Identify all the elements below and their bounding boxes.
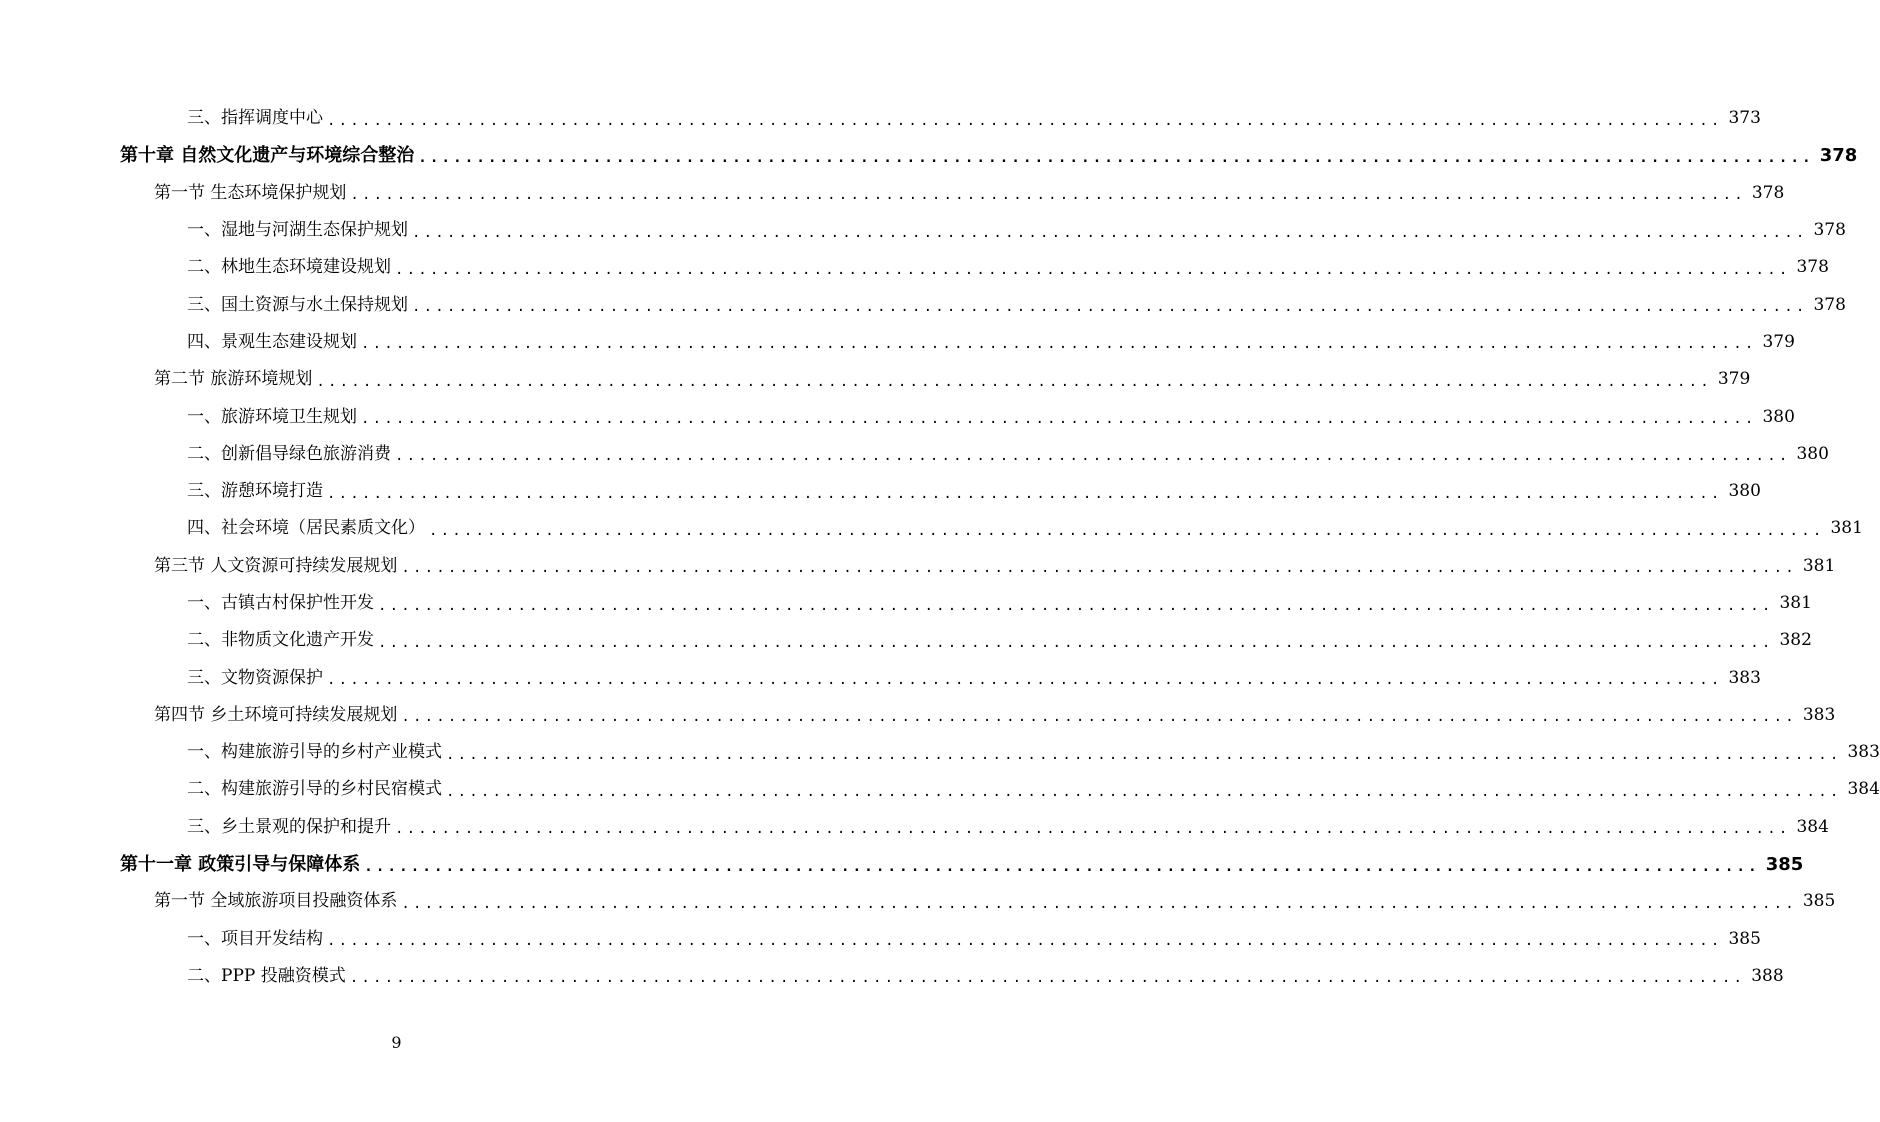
toc-entry-content: [187, 779, 1880, 800]
toc-dot-leader: ........................................................................................................................: [350, 187, 1746, 204]
toc-dot-leader: ........................................................................................................................: [395, 821, 1791, 838]
toc-entry[interactable]: [0, 846, 1804, 883]
toc-entry-content: [187, 220, 1846, 241]
toc-entry-page: 383: [1847, 742, 1880, 763]
toc-entry-content: [154, 704, 1836, 726]
toc-entry[interactable]: [0, 175, 1785, 212]
toc-entry[interactable]: [0, 958, 1784, 995]
toc-entry-content: [187, 331, 1795, 353]
toc-entry-content: [154, 891, 1836, 912]
toc-entry[interactable]: [0, 286, 1846, 323]
toc-entry[interactable]: [0, 659, 1761, 696]
toc-entry[interactable]: [0, 622, 1812, 659]
toc-entry-title: 第三节 人文资源可持续发展规划: [154, 555, 398, 576]
toc-entry-page: 380: [1728, 481, 1761, 502]
toc-entry-title: 一、旅游环境卫生规划: [187, 406, 357, 427]
toc-dot-leader: ........................................................................................................................: [316, 373, 1712, 390]
toc-dot-leader: ........................................................................................................................: [401, 560, 1797, 577]
toc-entry-page: 380: [1796, 443, 1829, 464]
toc-entry[interactable]: [0, 473, 1761, 510]
toc-entry-page: 381: [1779, 593, 1812, 613]
toc-entry-title: 第一节 生态环境保护规划: [154, 182, 347, 203]
toc-entry-title: 二、林地生态环境建设规划: [187, 257, 391, 278]
toc-entry[interactable]: [0, 398, 1795, 435]
toc-entry-page: 379: [1717, 369, 1751, 390]
toc-dot-leader: ........................................................................................................................: [401, 709, 1797, 726]
toc-entry-page: 384: [1847, 779, 1880, 800]
toc-dot-leader: ........................................................................................................................: [412, 299, 1808, 316]
toc-dot-leader: ........................................................................................................................: [327, 485, 1723, 502]
toc-entry-content: [187, 294, 1846, 316]
toc-entry-page: 388: [1751, 965, 1784, 986]
toc-entry-title: 二、创新倡导绿色旅游消费: [187, 443, 391, 464]
toc-entry-content: [187, 593, 1812, 614]
toc-entry-page: 380: [1762, 406, 1795, 427]
toc-entry-title: 三、乡土景观的保护和提升: [187, 816, 391, 837]
toc-dot-leader: ........................................................................................................................: [327, 933, 1723, 950]
table-of-contents: [0, 100, 1880, 995]
toc-entry-content: [187, 630, 1812, 651]
toc-dot-leader: ........................................................................................................................: [418, 149, 1814, 166]
toc-entry[interactable]: [0, 771, 1880, 808]
toc-dot-leader: ........................................................................................................................: [361, 336, 1757, 353]
toc-entry-page: 378: [1813, 294, 1846, 315]
toc-entry-title: 四、景观生态建设规划: [187, 331, 357, 352]
toc-dot-leader: ........................................................................................................................: [361, 411, 1757, 428]
toc-entry-title: 一、构建旅游引导的乡村产业模式: [187, 742, 442, 763]
toc-entry-content: [187, 928, 1761, 950]
toc-entry-page: 379: [1762, 331, 1795, 352]
toc-entry-page: 385: [1802, 891, 1836, 912]
toc-entry-page: 382: [1779, 630, 1812, 651]
toc-entry[interactable]: [0, 361, 1751, 398]
toc-entry-content: [187, 257, 1829, 278]
toc-entry-title: 二、非物质文化遗产开发: [187, 630, 374, 651]
toc-dot-leader: ........................................................................................................................: [401, 895, 1797, 912]
toc-entry[interactable]: [0, 212, 1846, 249]
toc-entry-content: [154, 182, 1785, 204]
toc-entry-title: 三、文物资源保护: [187, 667, 323, 688]
toc-entry[interactable]: [0, 548, 1836, 585]
toc-entry-title: 一、古镇古村保护性开发: [187, 593, 374, 613]
toc-dot-leader: ........................................................................................................................: [395, 448, 1791, 465]
toc-entry[interactable]: [0, 883, 1836, 920]
toc-entry-content: [187, 667, 1761, 689]
toc-entry-title: 三、国土资源与水土保持规划: [187, 294, 408, 315]
toc-dot-leader: ........................................................................................................................: [412, 224, 1808, 241]
toc-entry-title: 二、构建旅游引导的乡村民宿模式: [187, 779, 442, 800]
toc-entry-content: [187, 816, 1829, 838]
toc-entry-title: 第一节 全域旅游项目投融资体系: [154, 891, 398, 912]
toc-entry-page: 373: [1728, 108, 1761, 129]
toc-entry-content: [154, 555, 1836, 577]
toc-entry[interactable]: [0, 809, 1829, 846]
toc-dot-leader: ........................................................................................................................: [327, 112, 1723, 129]
toc-entry-page: 378: [1796, 257, 1829, 278]
page-number: 9: [391, 1033, 402, 1052]
toc-entry[interactable]: [0, 324, 1795, 361]
toc-entry-title: 三、指挥调度中心: [187, 108, 323, 129]
toc-dot-leader: ........................................................................................................................: [349, 970, 1746, 987]
toc-entry-page: 381: [1802, 555, 1836, 576]
toc-entry[interactable]: [0, 249, 1829, 286]
toc-entry-content: [187, 518, 1863, 539]
toc-entry-title: 第四节 乡土环境可持续发展规划: [154, 704, 398, 725]
toc-entry[interactable]: [0, 100, 1761, 137]
toc-dot-leader: ........................................................................................................................: [364, 858, 1760, 875]
toc-entry-content: [187, 108, 1761, 129]
toc-entry-content: [187, 406, 1795, 428]
toc-entry-page: 385: [1765, 853, 1804, 875]
toc-entry-page: 378: [1813, 220, 1846, 241]
toc-entry-content: [187, 742, 1880, 763]
toc-dot-leader: ........................................................................................................................: [429, 522, 1825, 539]
toc-entry[interactable]: [0, 436, 1829, 473]
toc-entry-page: 378: [1819, 144, 1858, 166]
toc-dot-leader: ........................................................................................................................: [378, 634, 1774, 651]
toc-entry-content: [187, 443, 1829, 465]
toc-entry-content: [120, 144, 1858, 166]
toc-dot-leader: ........................................................................................................................: [395, 261, 1791, 278]
toc-entry-title: 三、游憩环境打造: [187, 481, 323, 502]
toc-dot-leader: ........................................................................................................................: [327, 672, 1723, 689]
toc-entry[interactable]: [0, 921, 1761, 958]
toc-dot-leader: ........................................................................................................................: [378, 597, 1774, 614]
toc-entry-page: 384: [1796, 816, 1829, 837]
toc-entry-page: 383: [1728, 667, 1761, 688]
toc-entry-page: 383: [1802, 704, 1836, 725]
toc-entry-title: 第二节 旅游环境规划: [154, 369, 313, 390]
toc-entry-content: [154, 369, 1751, 390]
toc-entry-page: 378: [1751, 182, 1785, 203]
toc-entry-content: [120, 853, 1804, 875]
toc-entry-content: [187, 965, 1784, 987]
toc-dot-leader: ........................................................................................................................: [446, 746, 1842, 763]
toc-entry-title: 第十一章 政策引导与保障体系: [120, 853, 361, 875]
toc-entry[interactable]: [0, 137, 1858, 174]
toc-entry-title: 第十章 自然文化遗产与环境综合整治: [120, 144, 415, 166]
toc-dot-leader: ........................................................................................................................: [446, 783, 1842, 800]
toc-entry-title: 四、社会环境（居民素质文化）: [187, 518, 425, 539]
toc-entry[interactable]: [0, 585, 1812, 622]
toc-entry-title: 二、PPP 投融资模式: [187, 965, 346, 986]
toc-entry-title: 一、项目开发结构: [187, 928, 323, 949]
toc-entry[interactable]: [0, 697, 1836, 734]
toc-entry[interactable]: [0, 510, 1863, 547]
toc-entry-page: 385: [1728, 928, 1761, 949]
toc-entry-content: [187, 481, 1761, 502]
toc-entry[interactable]: [0, 734, 1880, 771]
toc-entry-page: 381: [1830, 518, 1863, 539]
toc-entry-title: 一、湿地与河湖生态保护规划: [187, 220, 408, 241]
